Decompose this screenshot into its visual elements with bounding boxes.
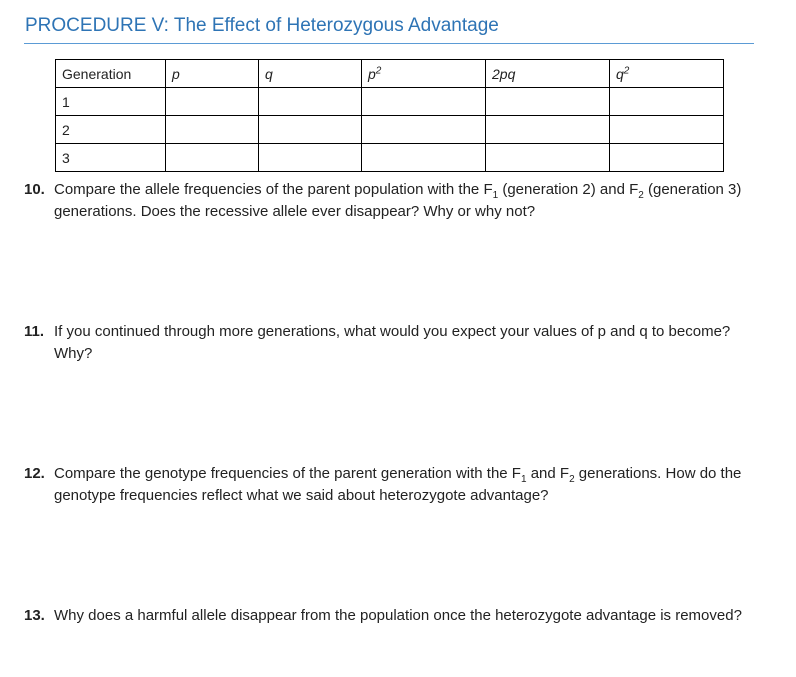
subscript: 1 (520, 474, 527, 485)
p-squared-cell[interactable] (362, 144, 486, 172)
question-text (54, 463, 764, 507)
header-p: p (166, 60, 259, 88)
question-number: 10. (24, 181, 45, 198)
header-generation: Generation (56, 60, 166, 88)
question-11 (24, 321, 764, 365)
question-text-part: Compare the allele frequencies of the parent population with the F (54, 181, 493, 198)
question-text-part: Compare the genotype frequencies of the parent generation with the F (54, 465, 521, 482)
q-cell[interactable] (259, 88, 362, 116)
question-13 (24, 605, 764, 627)
header-2pq: 2pq (486, 60, 610, 88)
q-squared-cell[interactable] (610, 88, 724, 116)
q-squared-cell[interactable] (610, 116, 724, 144)
header-q: q (259, 60, 362, 88)
generation-cell: 1 (56, 88, 166, 116)
question-text: Why does a harmful allele disappear from the population once the heterozygote advantage is removed? (54, 607, 742, 624)
header-p-squared (362, 60, 486, 88)
subscript: 1 (492, 190, 499, 201)
p-squared-cell[interactable] (362, 116, 486, 144)
question-text-part: generations. How do the genotype frequencies reflect what we said about heterozygote advantage? (54, 465, 742, 504)
p-cell[interactable] (166, 88, 259, 116)
header-p-squared-base: p (368, 65, 376, 82)
question-number: 11. (24, 323, 45, 340)
header-p-squared-exp: 2 (375, 64, 382, 76)
q-cell[interactable] (259, 116, 362, 144)
subscript: 2 (569, 474, 575, 485)
2pq-cell[interactable] (486, 144, 610, 172)
allele-frequency-table (55, 59, 724, 172)
question-number: 12. (24, 465, 45, 482)
section-heading: PROCEDURE V: The Effect of Heterozygous Advantage (25, 15, 499, 36)
header-q-squared-exp: 2 (623, 64, 630, 76)
heading-underline (24, 43, 754, 44)
p-cell[interactable] (166, 116, 259, 144)
table-header-row (56, 60, 724, 88)
question-text-part: (generation 3) generations. Does the recessive allele ever disappear? Why or why not? (54, 181, 742, 220)
q-cell[interactable] (259, 144, 362, 172)
question-12 (24, 463, 764, 507)
generation-cell: 2 (56, 116, 166, 144)
question-text: If you continued through more generations, what would you expect your values of p and q to become? Why? (54, 323, 731, 362)
table-row (56, 116, 724, 144)
table-row (56, 144, 724, 172)
question-text-part: (generation 2) and F (498, 181, 639, 198)
question-text (54, 179, 764, 223)
q-squared-cell[interactable] (610, 144, 724, 172)
header-q-squared (610, 60, 724, 88)
question-number: 13. (24, 607, 45, 624)
question-text-part: and F (526, 465, 570, 482)
p-squared-cell[interactable] (362, 88, 486, 116)
subscript: 2 (638, 190, 644, 201)
table-row (56, 88, 724, 116)
p-cell[interactable] (166, 144, 259, 172)
question-10 (24, 179, 764, 223)
header-q-squared-base: q (616, 65, 624, 82)
2pq-cell[interactable] (486, 88, 610, 116)
2pq-cell[interactable] (486, 116, 610, 144)
generation-cell: 3 (56, 144, 166, 172)
